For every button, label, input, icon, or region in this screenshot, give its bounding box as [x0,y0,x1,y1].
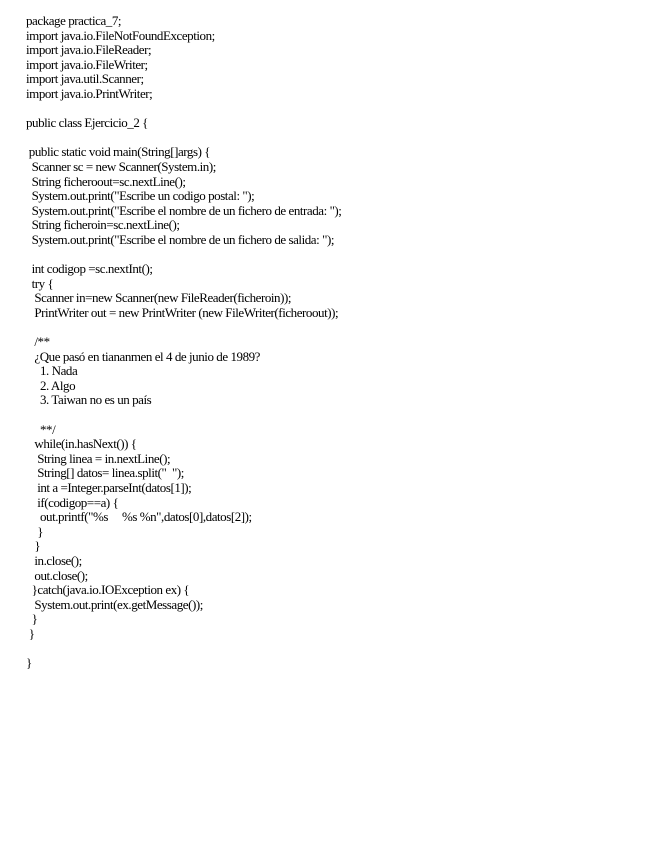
code-line: import java.util.Scanner; [26,71,144,87]
code-line: /** [26,334,50,350]
code-line: } [26,655,32,671]
code-line: import java.io.FileWriter; [26,56,148,72]
code-line: import java.io.FileReader; [26,42,152,58]
code-line: out.close(); [26,567,88,583]
code-line: System.out.print("Escribe el nombre de un fichero de salida: "); [26,231,334,247]
code-line: int a =Integer.parseInt(datos[1]); [26,480,192,495]
code-line: 1. Nada [26,363,78,379]
code-line: } [26,538,41,554]
code-line: Scanner sc = new Scanner(System.in); [26,158,216,174]
code-line: 2. Algo [26,377,76,393]
code-line: ¿Que pasó en tiananmen el 4 de junio de 1989? [26,348,260,364]
code-line: System.out.print("Escribe el nombre de un fichero de entrada: "); [26,202,342,218]
code-document [26,14,646,671]
code-line: public static void main(String[]args) { [26,144,211,160]
code-line: }catch(java.io.IOException ex) { [26,582,190,598]
code-line: out.printf("%s %s %n",datos[0],datos[2]); [26,509,252,525]
code-line: PrintWriter out = new PrintWriter (new FileWriter(ficheroout)); [26,304,339,320]
code-line: String[] datos= linea.split(" "); [26,465,184,481]
code-line: public class Ejercicio_2 { [26,115,148,131]
code-line: import java.io.PrintWriter; [26,85,153,101]
code-line: String ficheroout=sc.nextLine(); [26,173,186,189]
code-line [26,248,646,263]
code-line: String linea = in.nextLine(); [26,450,171,466]
code-line: Scanner in=new Scanner(new FileReader(ficheroin)); [26,290,292,306]
code-line: String ficheroin=sc.nextLine(); [26,217,180,233]
code-line: } [26,611,38,627]
code-line: int codigop =sc.nextInt(); [26,261,153,277]
code-line: in.close(); [26,552,82,568]
code-line: **/ [26,421,56,437]
code-line: try { [26,275,54,291]
code-line [26,408,646,423]
code-line: System.out.print(ex.getMessage()); [26,596,203,612]
code-line: 3. Taiwan no es un país [26,392,152,408]
code-line: package practica_7; [26,13,122,28]
code-line: } [26,523,43,539]
code-line: System.out.print("Escribe un codigo postal: "); [26,188,255,204]
code-line: if(codigop==a) { [26,494,119,510]
code-line: import java.io.FileNotFoundException; [26,27,215,43]
code-line [26,131,646,146]
code-line: while(in.hasNext()) { [26,436,137,452]
code-line [26,320,646,335]
code-line [26,642,646,657]
code-line: } [26,625,35,641]
code-line [26,102,646,117]
